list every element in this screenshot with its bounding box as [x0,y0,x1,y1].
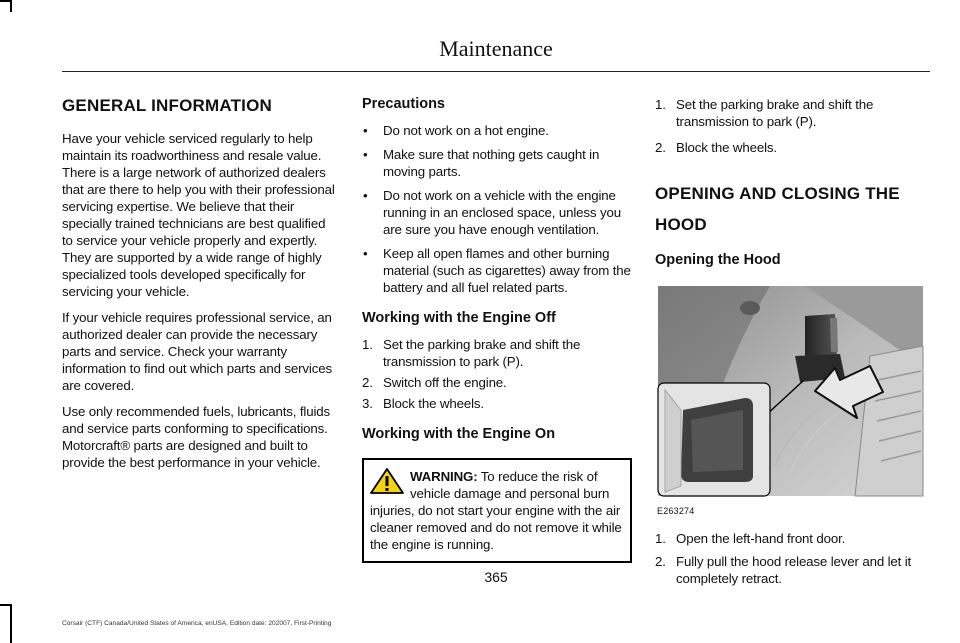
step-number: 1. [655,97,666,112]
engine-on-heading: Working with the Engine On [362,426,556,442]
warning-title: WARNING: [410,469,478,484]
page-number: 365 [484,569,508,585]
list-item: • Do not work on a vehicle with the engine running in an enclosed space, unless you are sure you have enough ventilation. [362,187,632,238]
list-item [362,374,632,391]
list-item [655,96,930,130]
step-text: Block the wheels. [383,396,484,411]
step-text: Block the wheels. [676,140,777,155]
step-number: 2. [655,554,666,569]
warning-triangle-icon [370,468,404,494]
step-text: Set the parking brake and shift the transmission to park (P). [676,97,874,129]
step-text: Switch off the engine. [383,375,507,390]
figure-reference-code: E263274 [657,506,695,516]
step-text: Set the parking brake and shift the transmission to park (P). [383,337,581,369]
list-item: • Keep all open flames and other burning material (such as cigarettes) away from the battery and all fuel related parts. [362,245,632,296]
general-information-heading: GENERAL INFORMATION [62,96,272,115]
list-item: • Do not work on a hot engine. [362,122,632,139]
header-divider [62,71,930,72]
step-number: 2. [362,375,373,390]
warning-text: To reduce the risk of vehicle damage and personal burn injuries, do not start your engine with the air cleaner removed and do not remove it while the engine is running. [370,469,622,552]
list-item [655,530,930,547]
page-header-title: Maintenance [439,36,553,61]
top-steps [655,96,930,156]
engine-off-steps [362,336,632,412]
list-item [362,395,632,412]
opening-hood-heading: Opening the Hood [655,252,781,268]
step-text: Open the left-hand front door. [676,531,846,546]
step-text: Fully pull the hood release lever and let it completely retract. [676,554,912,586]
column-general-information [62,96,337,480]
step-number: 1. [655,531,666,546]
list-item: • Make sure that nothing gets caught in moving parts. [362,146,632,180]
general-info-paragraph-3: Use only recommended fuels, lubricants, fluids and service parts conforming to specifications. Motorcraft® parts are designed and built to provide the best performance in your vehicle. [62,404,331,470]
step-number: 2. [655,140,666,155]
hood-release-drawing [655,286,925,518]
crop-mark [10,0,12,12]
general-info-paragraph-1: Have your vehicle serviced regularly to help maintain its roadworthiness and resale value. There is a large network of authorized dealers that are there to help you with their professional servicing expertise. We believe that their specially trained technicians are best qualified to service your vehicle properly and expertly. They are supported by a wide range of highly specialized tools developed specifically for servicing your vehicle. [62,131,335,299]
document-footer: Corsair (CTF) Canada/United States of America, enUSA, Edition date: 202007, First-Printing [62,620,332,627]
column-precautions [362,96,632,563]
precautions-list [362,122,632,296]
step-number: 3. [362,396,373,411]
precautions-heading: Precautions [362,96,445,112]
list-item [655,139,930,156]
crop-mark [10,604,12,643]
engine-off-heading: Working with the Engine Off [362,310,556,326]
general-info-paragraph-2: If your vehicle requires professional service, an authorized dealer can provide the necessary parts and service. Check your warranty information to find out which parts and services are covered. [62,310,332,393]
hood-heading: OPENING AND CLOSING THE HOOD [655,184,900,234]
warning-box [362,458,632,563]
list-item [362,336,632,370]
hood-release-illustration [655,286,925,518]
step-number: 1. [362,337,373,352]
column-hood [655,96,930,595]
